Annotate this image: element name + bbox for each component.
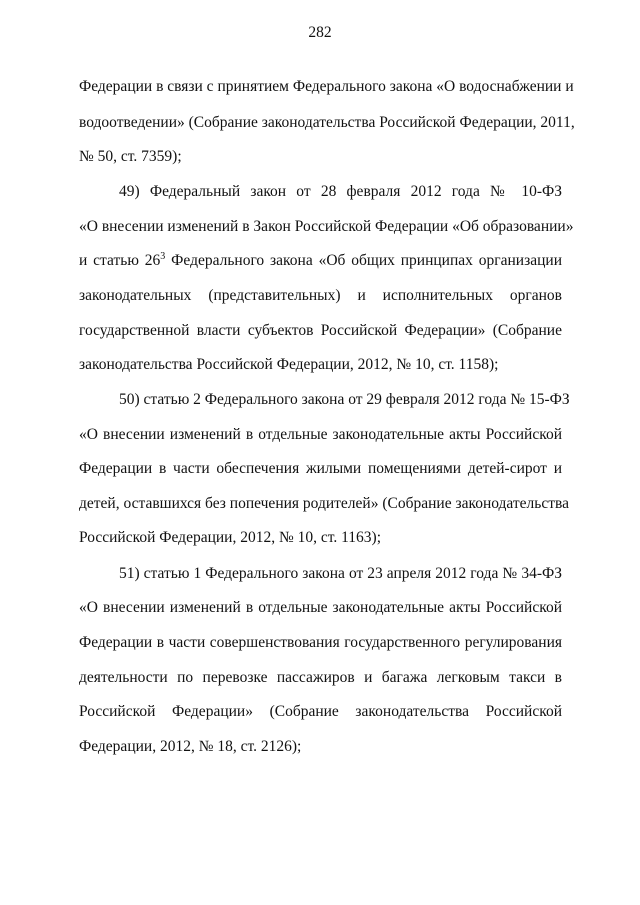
text-fragment: и статью 26 <box>79 252 161 269</box>
text-line: Российской Федерации» (Собрание законодательства Российской <box>79 703 562 720</box>
text-line: 49) Федеральный закон от 28 февраля 2012 года № 10-ФЗ <box>119 183 562 200</box>
text-line: «О внесении изменений в Закон Российской Федерации «Об образовании» <box>79 218 574 235</box>
text-line: законодательных (представительных) и исполнительных органов <box>79 287 562 304</box>
text-line: «О внесении изменений в отдельные законодательные акты Российской <box>79 599 562 616</box>
text-line: Федерации в связи с принятием Федерального закона «О водоснабжении и <box>79 78 574 95</box>
text-line: 50) статью 2 Федерального закона от 29 февраля 2012 года № 15-ФЗ <box>119 391 570 408</box>
text-line: Российской Федерации, 2012, № 10, ст. 1163); <box>79 529 382 546</box>
text-line: Федерации в части совершенствования государственного регулирования <box>79 634 562 651</box>
text-line: Федерации в части обеспечения жилыми помещениями детей-сирот и <box>79 460 562 477</box>
text-line: Федерации, 2012, № 18, ст. 2126); <box>79 738 302 755</box>
text-line: государственной власти субъектов Российской Федерации» (Собрание <box>79 322 562 339</box>
superscript: 3 <box>160 251 166 262</box>
text-fragment: Федерального закона «Об общих принципах организации <box>165 252 562 269</box>
text-line <box>79 251 562 271</box>
text-line: деятельности по перевозке пассажиров и багажа легковым такси в <box>79 669 562 686</box>
text-line: законодательства Российской Федерации, 2012, № 10, ст. 1158); <box>79 356 499 373</box>
text-line: № 50, ст. 7359); <box>79 148 182 165</box>
text-line: детей, оставшихся без попечения родителей» (Собрание законодательства <box>79 495 570 512</box>
text-line: 51) статью 1 Федерального закона от 23 апреля 2012 года № 34-ФЗ <box>119 565 562 582</box>
text-line: «О внесении изменений в отдельные законодательные акты Российской <box>79 426 562 443</box>
text-line: водоотведении» (Собрание законодательства Российской Федерации, 2011, <box>79 114 575 131</box>
page-number: 282 <box>308 24 332 41</box>
